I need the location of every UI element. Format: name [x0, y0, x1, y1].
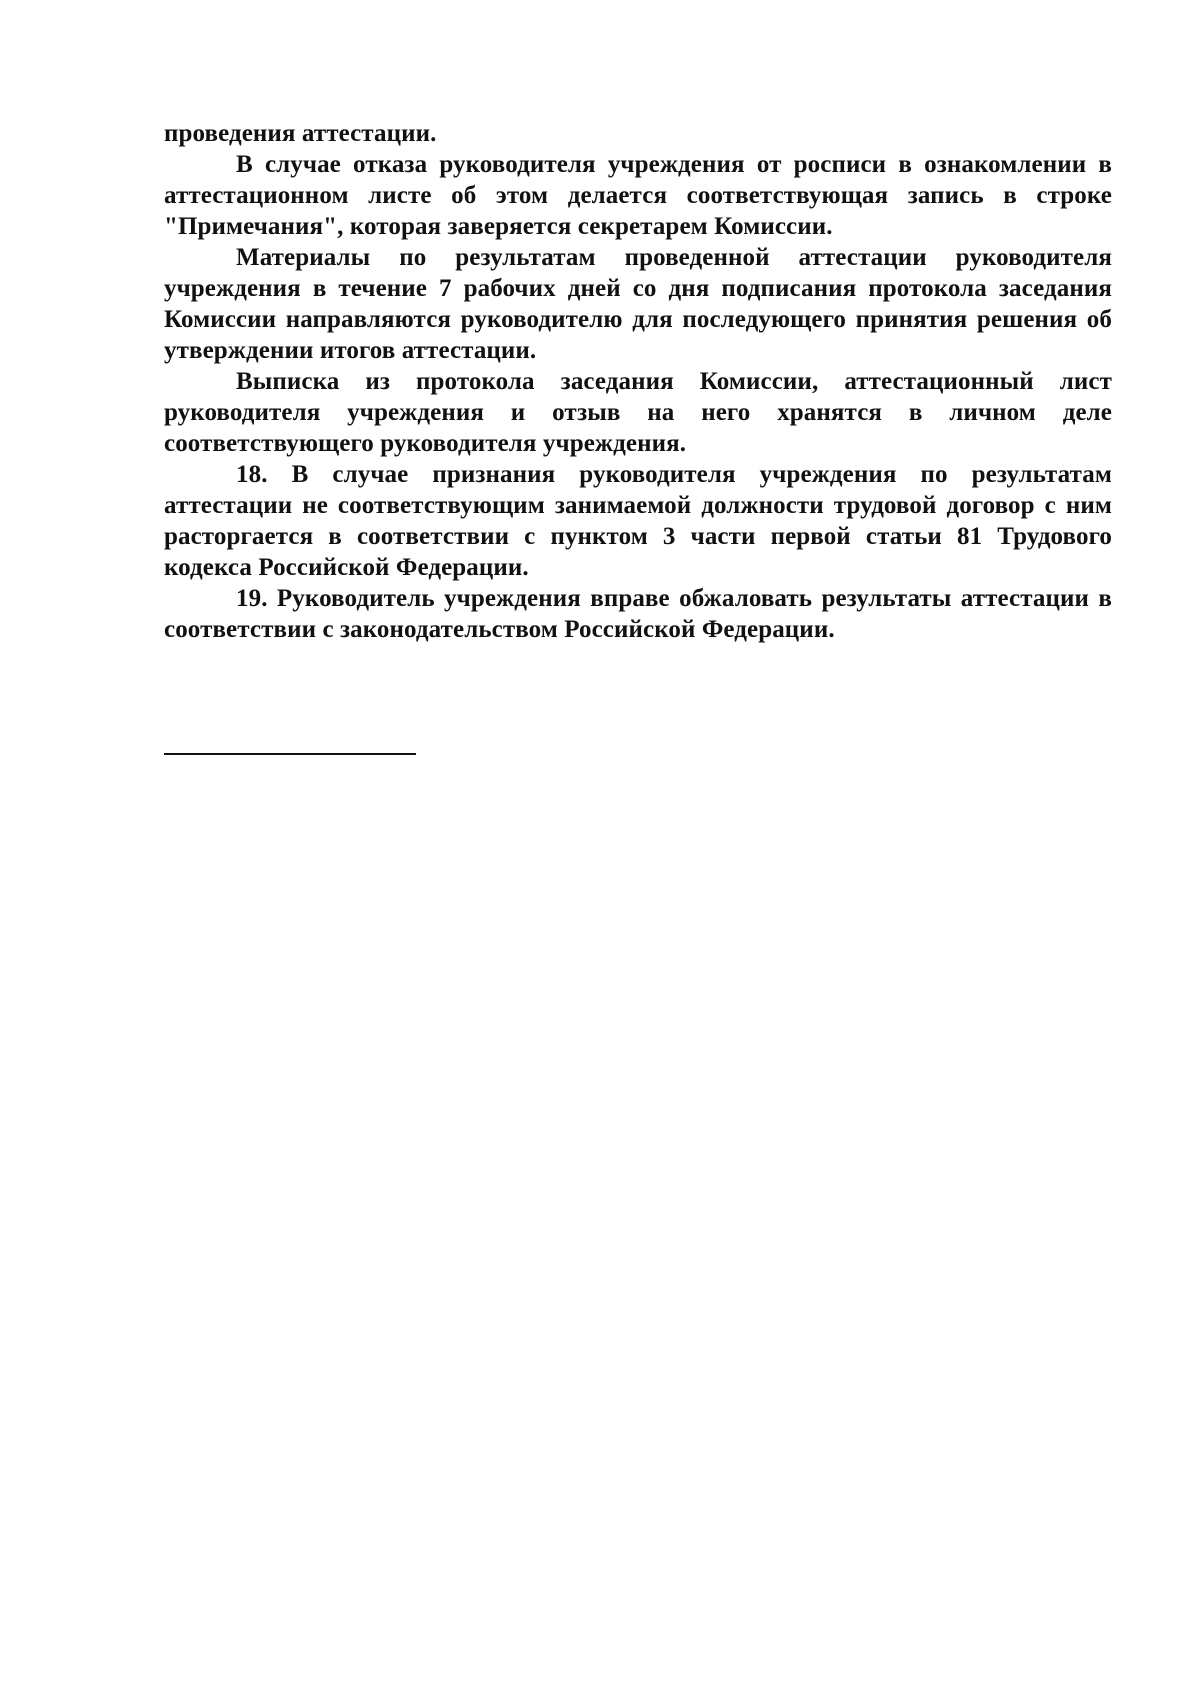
paragraph-materials: Материалы по результатам проведенной аттестации руководителя учреждения в течение 7 рабочих дней со дня подписания протокола заседания Комиссии направляются руководителю для последующего принятия решения об утверждении итогов аттестации.	[164, 244, 1112, 364]
paragraph-item-19: 19. Руководитель учреждения вправе обжаловать результаты аттестации в соответствии с законодательством Российской Федерации.	[164, 585, 1112, 643]
paragraph-item-18: 18. В случае признания руководителя учреждения по результатам аттестации не соответствующим занимаемой должности трудовой договор с ним расторгается в соответствии с пунктом 3 части первой статьи 81 Трудового кодекса Российской Федерации.	[164, 461, 1112, 581]
end-divider-line	[164, 753, 416, 755]
paragraph-continuation: проведения аттестации.	[164, 120, 437, 147]
document-body	[164, 118, 1112, 645]
paragraph-refusal-signature: В случае отказа руководителя учреждения от росписи в ознакомлении в аттестационном листе об этом делается соответствующая запись в строке "Примечания", которая заверяется секретарем Комиссии.	[164, 151, 1112, 240]
paragraph-extract-storage: Выписка из протокола заседания Комиссии, аттестационный лист руководителя учреждения и отзыв на него хранятся в личном деле соответствующего руководителя учреждения.	[164, 368, 1112, 457]
